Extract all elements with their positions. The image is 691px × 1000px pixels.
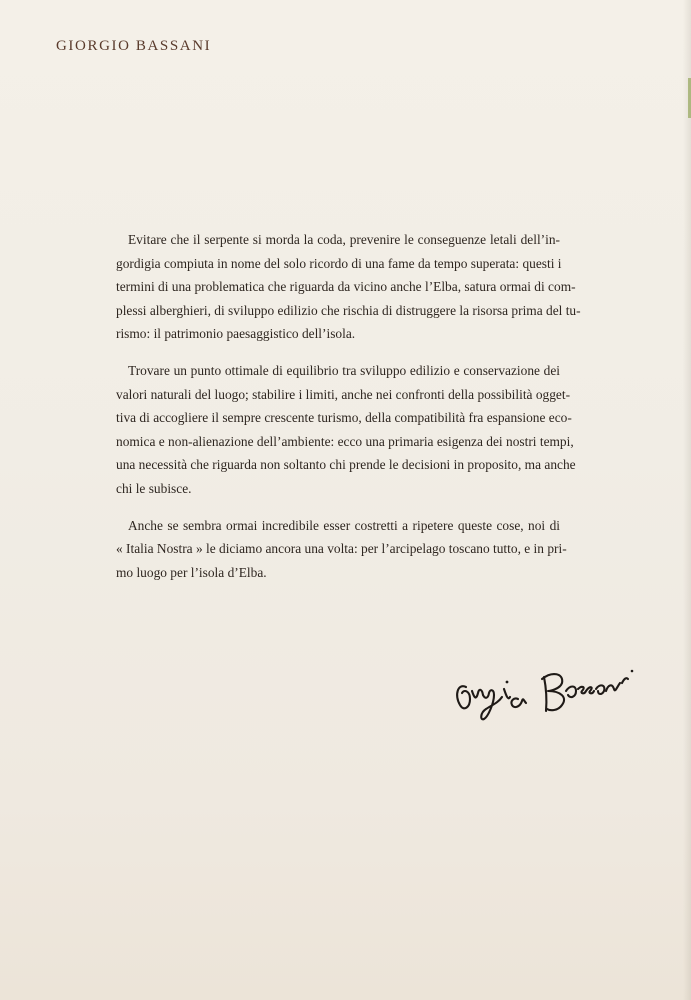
text-line: chi le subisce. — [116, 480, 192, 496]
paragraph-2 — [116, 359, 576, 501]
text-line: una necessità che riguarda non soltanto chi prende le decisioni in proposito, ma anche — [116, 457, 576, 473]
paragraph-3 — [116, 514, 567, 585]
text-line: « Italia Nostra » le diciamo ancora una volta: per l’arcipelago toscano tutto, e in pri- — [116, 541, 567, 557]
text-line: mo luogo per l’isola d’Elba. — [116, 564, 267, 580]
text-line: tiva di accogliere il sempre crescente turismo, della compatibilità fra espansione eco- — [116, 410, 572, 426]
letter-body — [116, 228, 581, 597]
text-line: Trovare un punto ottimale di equilibrio tra sviluppo edilizio e conservazione dei — [128, 362, 560, 378]
text-line: termini di una problematica che riguarda da vicino anche l’Elba, satura ormai di com- — [116, 279, 576, 295]
author-header: GIORGIO BASSANI — [56, 38, 212, 54]
page-edge-shadow — [683, 0, 691, 1000]
handwritten-signature — [452, 655, 642, 725]
text-line: plessi alberghieri, di sviluppo edilizio che rischia di distruggere la risorsa prima del tu- — [116, 302, 581, 318]
text-line: Anche se sembra ormai incredibile esser costretti a ripetere queste cose, noi di — [128, 517, 560, 533]
text-line: Evitare che il serpente si morda la coda, prevenire le conseguenze letali dell’in- — [128, 232, 560, 247]
text-line: rismo: il patrimonio paesaggistico dell’isola. — [116, 326, 356, 342]
text-line: nomica e non-alienazione dell’ambiente: ecco una primaria esigenza dei nostri tempi, — [116, 433, 574, 449]
text-line: gordigia compiuta in nome del solo ricordo di una fame da tempo superata: questi i — [116, 255, 562, 271]
paragraph-1 — [116, 228, 581, 346]
text-line: valori naturali del luogo; stabilire i limiti, anche nei confronti della possibilità ogget- — [116, 386, 571, 402]
